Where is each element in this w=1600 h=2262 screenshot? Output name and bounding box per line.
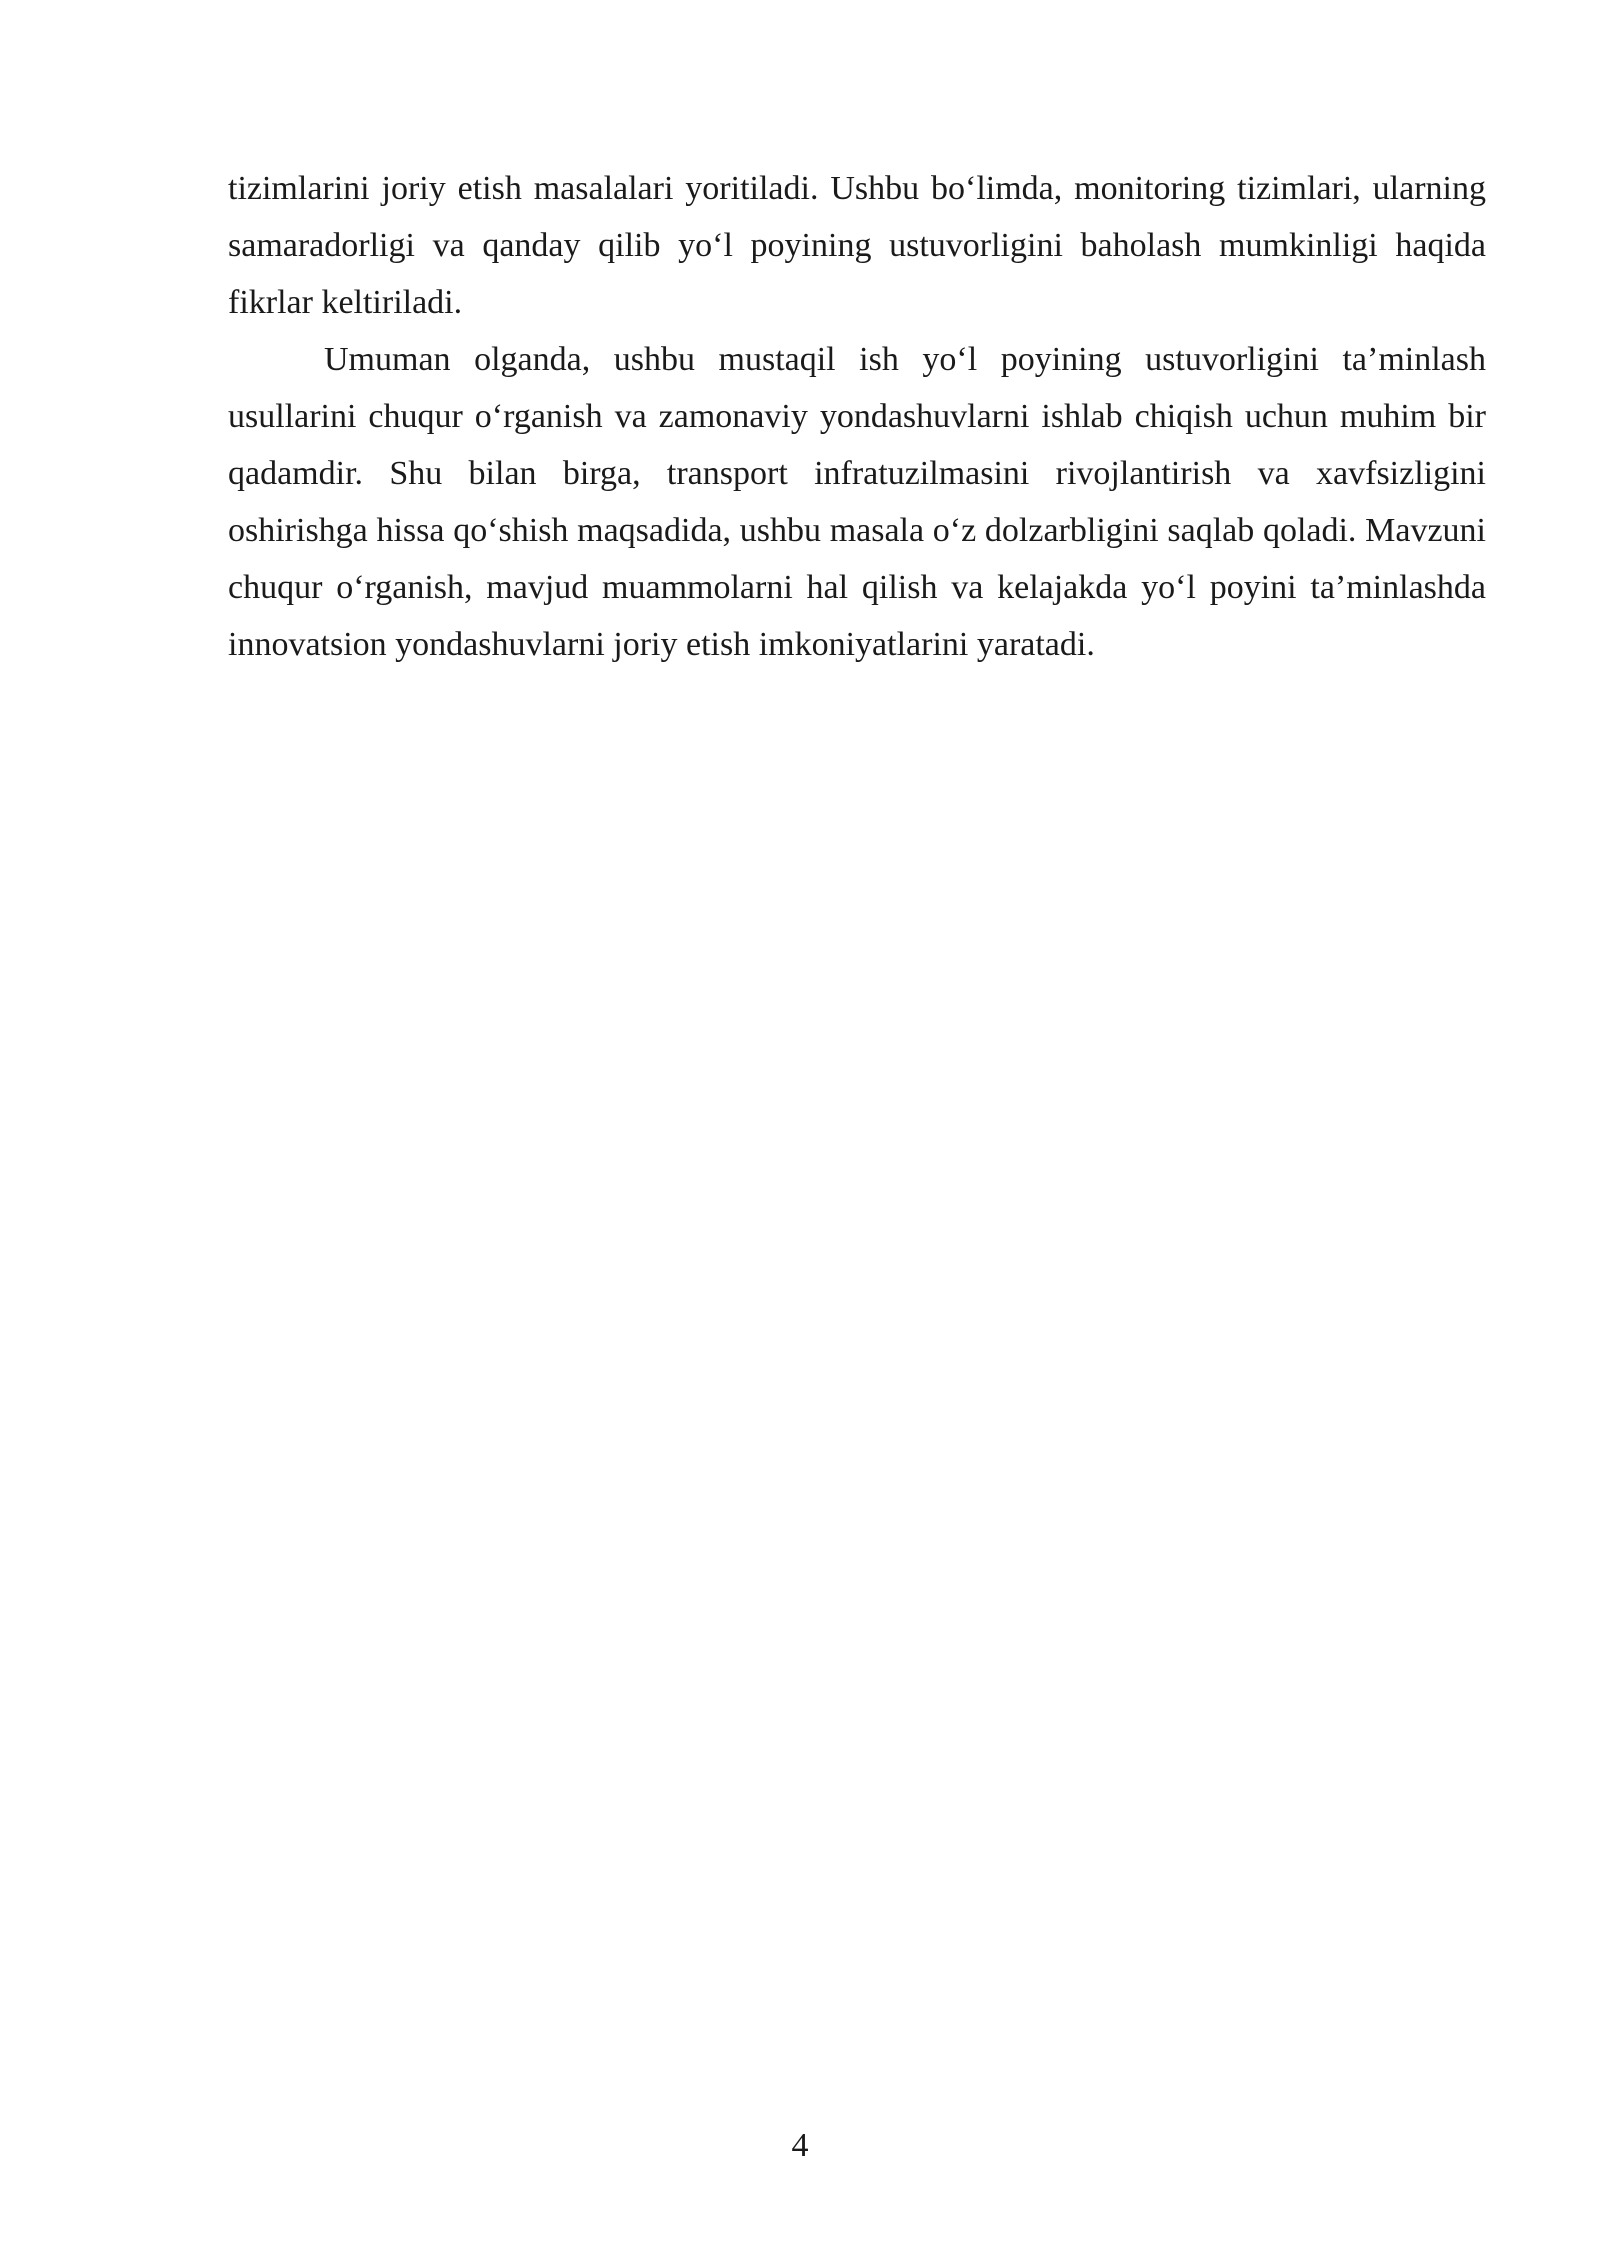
page-number: 4 (791, 2127, 809, 2164)
paragraph-conclusion: Umuman olganda, ushbu mustaqil ish yo‘l poyining ustuvorligini ta’minlash usullarini chuqur o‘rganish va zamonaviy yondashuvlarni ishlab chiqish uchun muhim bir qadamdir. Shu bilan birga, transport infratuzilmasini rivojlantirish va xavfsizligini oshirishga hissa qo‘shish maqsadida, ushbu masala o‘z dolzarbligini saqlab qoladi. Mavzuni chuqur o‘rganish, mavjud muammolarni hal qilish va kelajakda yo‘l poyini ta’minlashda innovatsion yondashuvlarni joriy etish imkoniyatlarini yaratadi. (228, 341, 1486, 663)
body-text (228, 160, 1486, 673)
paragraph-continuation: tizimlarini joriy etish masalalari yoritiladi. Ushbu bo‘limda, monitoring tizimlari, ularning samaradorligi va qanday qilib yo‘l poyining ustuvorligini baholash mumkinligi haqida fikrlar keltiriladi. (228, 170, 1486, 321)
